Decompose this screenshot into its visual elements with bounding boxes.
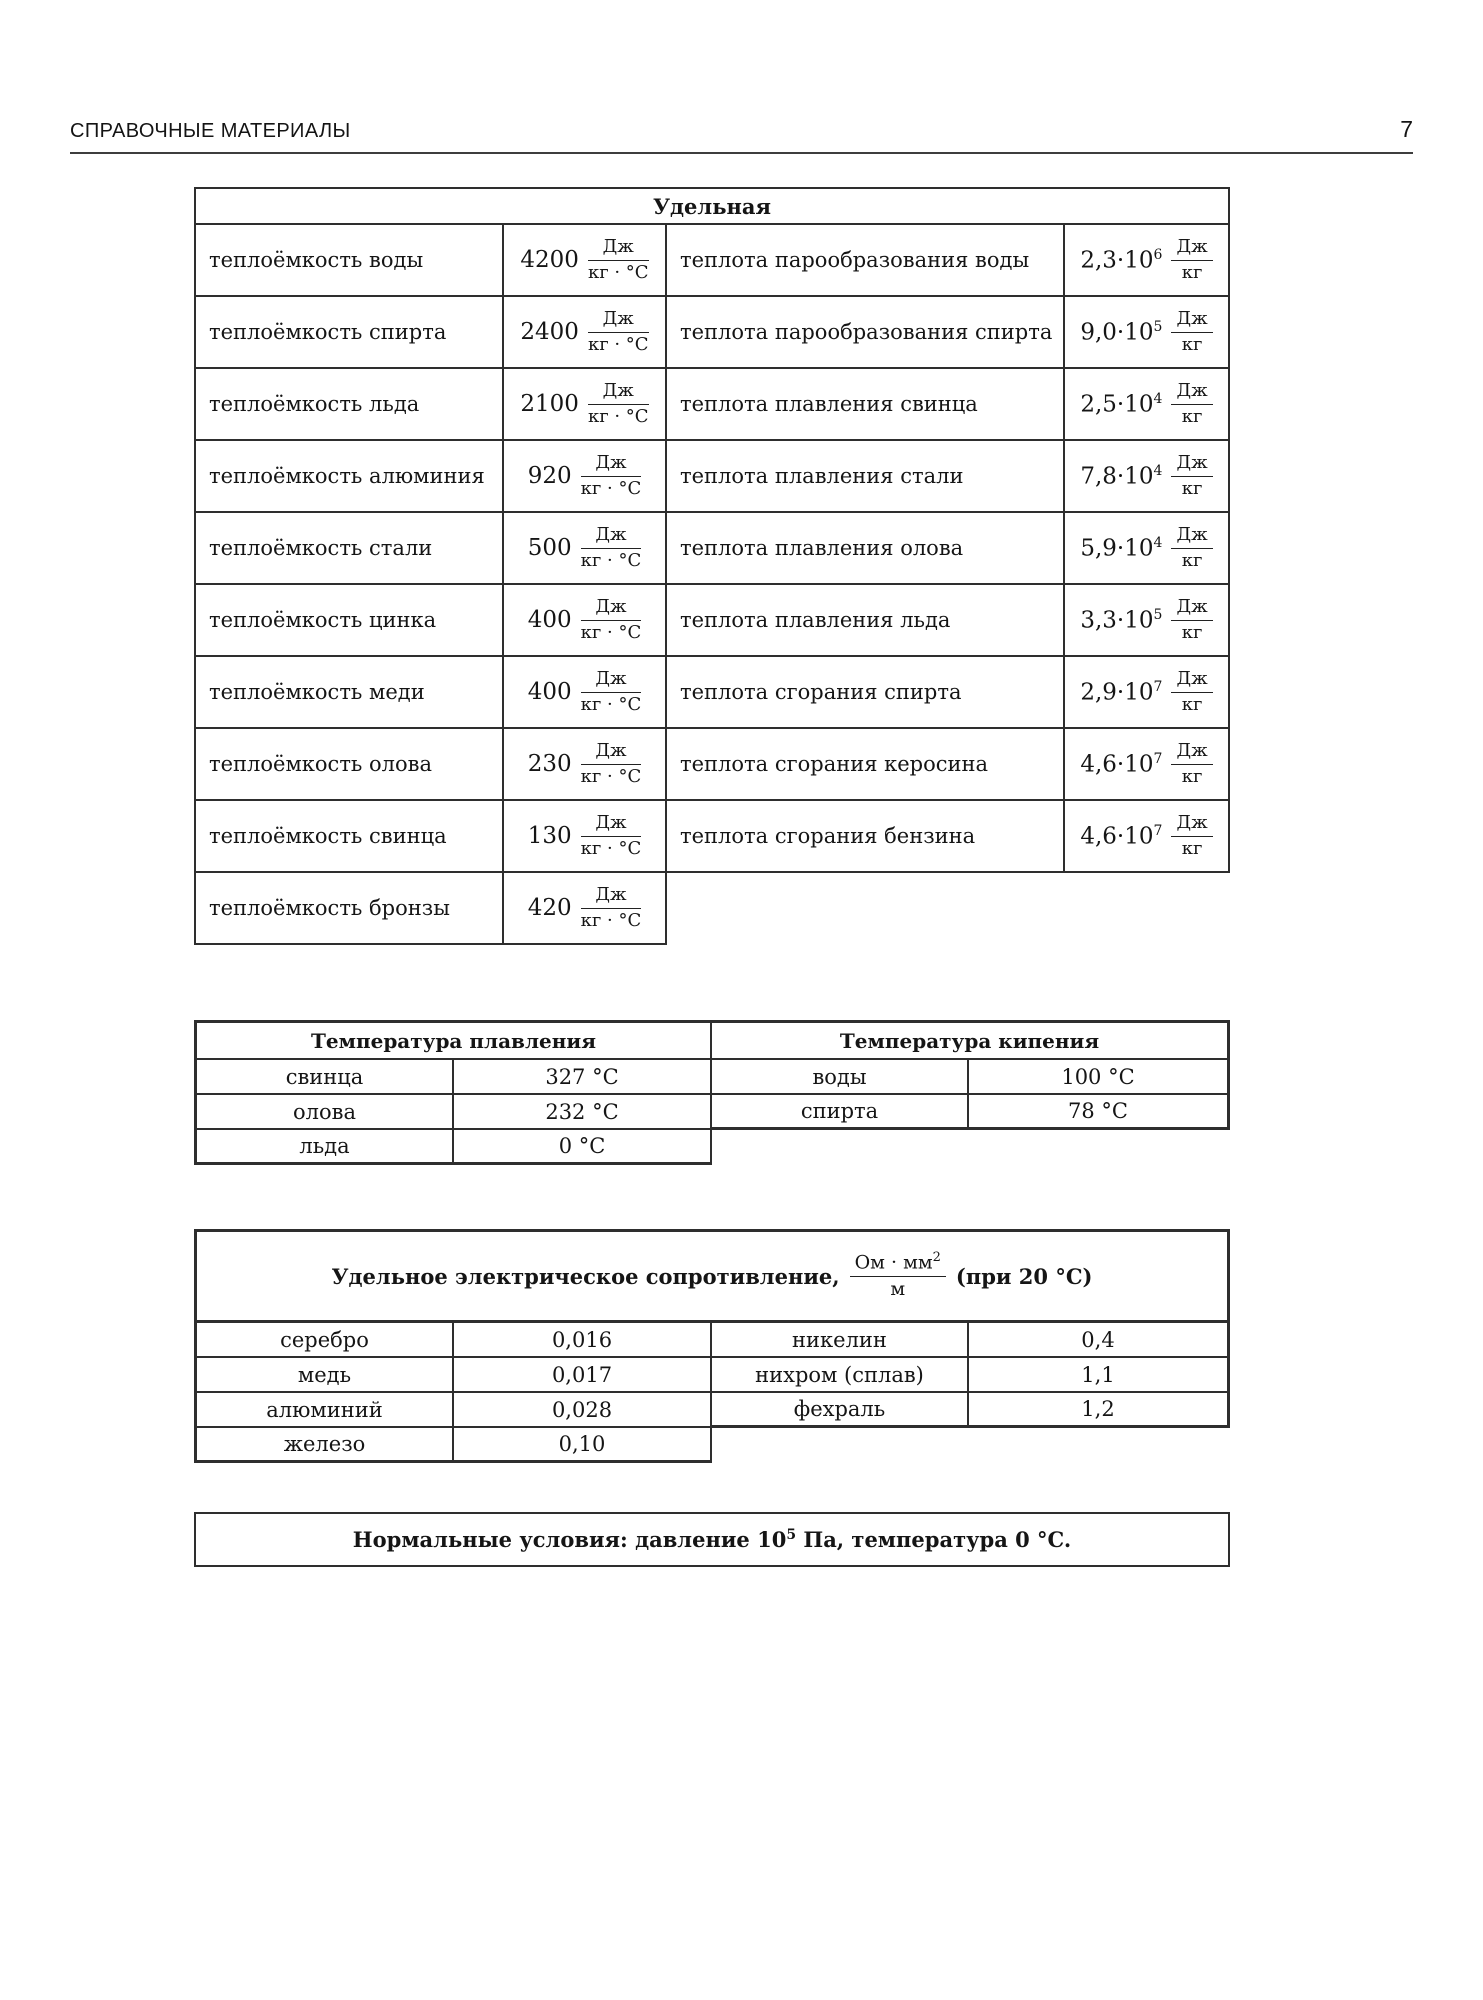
specific-table-body [194,225,1230,945]
quantity-label: теплоёмкость бронзы [196,873,504,943]
unit-fraction [581,885,642,931]
unit-numerator: Дж [1171,669,1212,693]
unit-numerator [850,1251,946,1277]
unit-numerator: Дж [581,453,642,477]
unit-numerator: Дж [581,885,642,909]
value-exponent: 4 [1153,534,1163,551]
unit-fraction [1171,381,1212,427]
value-number: 400 [527,679,572,705]
unit-fraction [1171,813,1212,859]
unit-denominator: кг · °C [580,621,642,643]
normal-conditions-text [353,1527,1071,1552]
table-row [196,585,667,657]
unit-fraction [581,669,642,715]
temperature-value: 100 °C [969,1060,1230,1093]
material-label: нихром (сплав) [712,1358,969,1391]
quantity-value [1065,657,1230,727]
substance-label: спирта [712,1095,969,1127]
value-mantissa: 2,3·10 [1080,247,1154,274]
table-row [196,225,667,297]
unit-numerator: Дж [588,237,649,261]
normal-conditions-box [194,1512,1230,1567]
value-exponent: 7 [1153,750,1163,767]
unit-denominator: кг [1181,333,1203,355]
quantity-value [1065,801,1230,871]
substance-label: воды [712,1060,969,1093]
quantity-label: теплота плавления свинца [667,369,1065,439]
temperature-table [194,1020,1230,1165]
quantity-label: теплота сгорания бензина [667,801,1065,871]
quantity-value [1065,729,1230,799]
value-number [1080,391,1162,418]
resistivity-table-title [194,1229,1230,1323]
table-row [196,369,667,441]
table-row [712,1358,1230,1393]
temperature-value: 78 °C [969,1095,1230,1127]
material-label: никелин [712,1323,969,1356]
quantity-label: теплота парообразования воды [667,225,1065,295]
substance-label: свинца [197,1060,454,1093]
value-number [1080,751,1162,778]
resistivity-value: 0,028 [454,1393,712,1426]
resistivity-table-body [194,1323,1230,1463]
value-number: 500 [527,535,572,561]
unit-numerator: Дж [588,309,649,333]
table-row [197,1323,712,1358]
table-row [197,1060,712,1095]
page-number: 7 [1400,116,1413,142]
value-exponent: 5 [1153,606,1163,623]
table-row [197,1393,712,1428]
material-label: алюминий [197,1393,454,1426]
material-label: медь [197,1358,454,1391]
value-mantissa: 9,0·10 [1080,319,1154,346]
value-number: 130 [527,823,572,849]
value-number [1080,247,1162,274]
unit-fraction [581,813,642,859]
table-row [196,801,667,873]
unit-numerator: Дж [1171,237,1212,261]
unit-fraction [581,597,642,643]
value-number [1080,607,1162,634]
resistivity-left-column [194,1323,712,1463]
quantity-value [1065,441,1230,511]
page-header [0,0,1483,143]
unit-numerator-text: Ом · мм [854,1251,933,1274]
unit-denominator: кг [1181,549,1203,571]
table-row [667,729,1230,801]
unit-numerator: Дж [581,813,642,837]
unit-fraction [1171,309,1212,355]
table-row [196,441,667,513]
reference-sheet [194,187,1230,1567]
quantity-label: теплоёмкость алюминия [196,441,504,511]
quantity-label: теплоёмкость свинца [196,801,504,871]
table-row [712,1323,1230,1358]
value-exponent: 4 [1153,390,1163,407]
unit-denominator: кг · °C [587,405,649,427]
value-mantissa: 4,6·10 [1080,751,1154,778]
unit-fraction [581,741,642,787]
table-row [197,1095,712,1130]
table-row [197,1130,712,1165]
quantity-label: теплоёмкость спирта [196,297,504,367]
value-number [1080,823,1162,850]
unit-numerator: Дж [1171,309,1212,333]
unit-denominator: кг · °C [580,837,642,859]
table-row [667,513,1230,585]
boiling-temperature-column [712,1023,1230,1130]
material-label: фехраль [712,1393,969,1425]
unit-fraction [588,237,649,283]
value-number [1080,679,1162,706]
unit-numerator: Дж [1171,741,1212,765]
quantity-label: теплоёмкость цинка [196,585,504,655]
unit-numerator: Дж [588,381,649,405]
quantity-label: теплота плавления стали [667,441,1065,511]
unit-denominator: кг [1181,837,1203,859]
quantity-label: теплота сгорания спирта [667,657,1065,727]
table-row [196,657,667,729]
quantity-label: теплоёмкость стали [196,513,504,583]
value-mantissa: 7,8·10 [1080,463,1154,490]
quantity-value [504,873,667,943]
value-number: 2100 [520,391,579,417]
table-row [667,225,1230,297]
quantity-label: теплоёмкость олова [196,729,504,799]
value-mantissa: 4,6·10 [1080,823,1154,850]
value-number [1080,535,1162,562]
quantity-value [504,297,667,367]
quantity-label: теплоёмкость меди [196,657,504,727]
unit-fraction [1171,741,1212,787]
unit-numerator: Дж [581,525,642,549]
table-row [196,873,667,945]
resistivity-right-column [712,1323,1230,1428]
resistivity-title-suffix: (при 20 °C) [955,1263,1093,1289]
material-label: железо [197,1428,454,1460]
value-number [1080,463,1162,490]
quantity-value [1065,225,1230,295]
page-title: СПРАВОЧНЫЕ МАТЕРИАЛЫ [70,120,351,142]
resistivity-value: 1,1 [969,1358,1230,1391]
unit-numerator-exponent: 2 [932,1249,941,1265]
resistivity-unit-fraction [850,1251,946,1301]
nc-suffix: Па, температура 0 °C. [796,1527,1072,1552]
quantity-label: теплота плавления олова [667,513,1065,583]
resistivity-title-prefix: Удельное электрическое сопротивление, [331,1263,840,1289]
unit-denominator: кг · °C [587,261,649,283]
value-exponent: 6 [1153,246,1163,263]
quantity-label: теплота плавления льда [667,585,1065,655]
quantity-value [1065,297,1230,367]
resistivity-value: 0,016 [454,1323,712,1356]
value-mantissa: 5,9·10 [1080,535,1154,562]
quantity-value [504,369,667,439]
nc-prefix: Нормальные условия: давление 10 [352,1527,787,1552]
unit-fraction [1171,525,1212,571]
latent-heat-column [667,225,1230,873]
quantity-label: теплота парообразования спирта [667,297,1065,367]
unit-numerator: Дж [581,669,642,693]
quantity-label: теплоёмкость воды [196,225,504,295]
unit-numerator: Дж [1171,813,1212,837]
resistivity-value: 1,2 [969,1393,1230,1425]
unit-denominator: кг · °C [580,909,642,931]
specific-values-table [194,187,1230,945]
value-number: 420 [527,895,572,921]
quantity-value [1065,369,1230,439]
quantity-label: теплоёмкость льда [196,369,504,439]
unit-numerator: Дж [1171,597,1212,621]
unit-denominator: м [890,1278,906,1301]
unit-denominator: кг · °C [580,477,642,499]
value-mantissa: 2,9·10 [1080,679,1154,706]
table-row [197,1358,712,1393]
unit-fraction [581,525,642,571]
table-row [667,297,1230,369]
quantity-value [504,225,667,295]
quantity-label: теплота сгорания керосина [667,729,1065,799]
unit-fraction [588,309,649,355]
unit-denominator: кг [1181,261,1203,283]
value-exponent: 7 [1153,822,1163,839]
unit-denominator: кг · °C [580,549,642,571]
value-number: 230 [527,751,572,777]
unit-numerator: Дж [581,741,642,765]
table-row [712,1060,1230,1095]
quantity-value [504,585,667,655]
unit-numerator: Дж [1171,525,1212,549]
resistivity-value: 0,4 [969,1323,1230,1356]
unit-fraction [1171,237,1212,283]
quantity-value [504,441,667,511]
value-number: 2400 [520,319,579,345]
table-row [667,441,1230,513]
table-row [196,729,667,801]
unit-denominator: кг · °C [580,693,642,715]
value-mantissa: 2,5·10 [1080,391,1154,418]
value-number: 400 [527,607,572,633]
quantity-value [504,513,667,583]
unit-fraction [1171,597,1212,643]
substance-label: олова [197,1095,454,1128]
melting-table-title: Температура плавления [197,1023,712,1060]
temperature-value: 327 °C [454,1060,712,1093]
value-number: 920 [527,463,572,489]
value-exponent: 5 [1153,318,1163,335]
boiling-table-title: Температура кипения [712,1023,1230,1060]
table-row [712,1095,1230,1130]
value-exponent: 7 [1153,678,1163,695]
unit-fraction [1171,669,1212,715]
temperature-value: 232 °C [454,1095,712,1128]
table-row [667,585,1230,657]
unit-denominator: кг [1181,477,1203,499]
temperature-value: 0 °C [454,1130,712,1162]
heat-capacity-column [194,225,667,945]
table-row [667,657,1230,729]
quantity-value [504,729,667,799]
table-row [712,1393,1230,1428]
quantity-value [504,657,667,727]
unit-fraction [581,453,642,499]
specific-table-title: Удельная [194,187,1230,225]
resistivity-value: 0,10 [454,1428,712,1460]
header-rule [70,152,1413,154]
resistivity-value: 0,017 [454,1358,712,1391]
nc-exponent: 5 [786,1527,797,1543]
table-row [667,801,1230,873]
quantity-value [1065,585,1230,655]
unit-denominator: кг [1181,405,1203,427]
unit-numerator: Дж [1171,453,1212,477]
unit-fraction [1171,453,1212,499]
quantity-value [504,801,667,871]
unit-denominator: кг · °C [580,765,642,787]
table-row [196,513,667,585]
unit-denominator: кг [1181,693,1203,715]
substance-label: льда [197,1130,454,1162]
unit-denominator: кг · °C [587,333,649,355]
resistivity-table [194,1229,1230,1463]
value-number [1080,319,1162,346]
quantity-value [1065,513,1230,583]
melting-temperature-column [194,1023,712,1165]
unit-fraction [588,381,649,427]
value-number: 4200 [520,247,579,273]
material-label: серебро [197,1323,454,1356]
unit-numerator: Дж [581,597,642,621]
table-row [196,297,667,369]
unit-denominator: кг [1181,765,1203,787]
unit-numerator: Дж [1171,381,1212,405]
table-row [667,369,1230,441]
value-exponent: 4 [1153,462,1163,479]
unit-denominator: кг [1181,621,1203,643]
table-row [197,1428,712,1463]
value-mantissa: 3,3·10 [1080,607,1154,634]
